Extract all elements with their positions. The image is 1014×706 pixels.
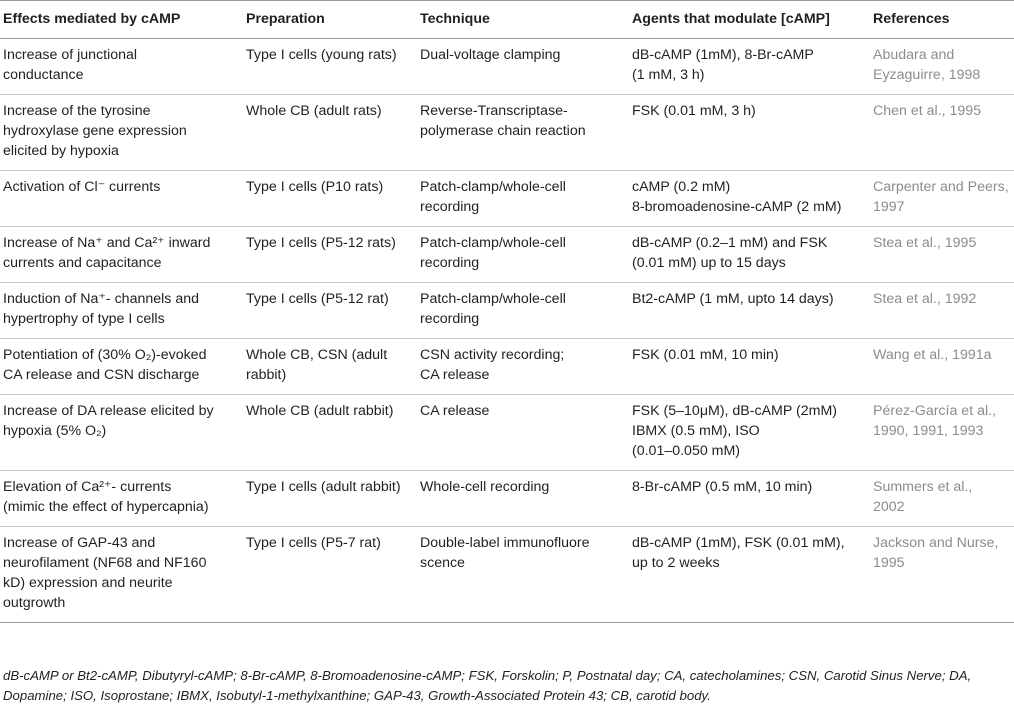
cell-technique: [416, 227, 628, 283]
cell-preparation-line: Type I cells (P5-12 rat): [246, 291, 389, 307]
cell-agents: [628, 95, 869, 171]
cell-references-line: Wang et al., 1991a: [873, 347, 992, 363]
header-row: [0, 1, 1014, 39]
cell-technique: [416, 527, 628, 623]
cell-technique-line: Patch-clamp/whole-cell: [420, 235, 566, 251]
cell-agents: [628, 527, 869, 623]
cell-effect-line: Increase of GAP-43 and: [3, 535, 156, 551]
cell-effect-line: Potentiation of (30% O₂)-evoked: [3, 347, 207, 363]
header-technique: Technique: [416, 1, 628, 39]
cell-preparation-line: rabbit): [246, 367, 287, 383]
cell-agents-line: FSK (0.01 mM, 10 min): [632, 347, 779, 363]
cell-agents-line: FSK (5–10μM), dB-cAMP (2mM): [632, 403, 837, 419]
cell-preparation: [242, 339, 416, 395]
cell-references: [869, 471, 1014, 527]
cell-technique: [416, 95, 628, 171]
cell-references-line: 1997: [873, 199, 905, 215]
cell-references: [869, 227, 1014, 283]
cell-agents-line: cAMP (0.2 mM): [632, 179, 731, 195]
cell-effect-line: kD) expression and neurite: [3, 575, 173, 591]
table-row: [0, 39, 1014, 95]
cell-technique-line: scence: [420, 555, 465, 571]
cell-effect-line: Activation of Cl⁻ currents: [3, 179, 161, 195]
header-preparation: Preparation: [242, 1, 416, 39]
cell-technique-line: recording: [420, 255, 480, 271]
cell-agents-line: dB-cAMP (0.2–1 mM) and FSK: [632, 235, 828, 251]
cell-effect-line: currents and capacitance: [3, 255, 162, 271]
cell-preparation-line: Type I cells (adult rabbit): [246, 479, 401, 495]
cell-preparation-line: Whole CB, CSN (adult: [246, 347, 388, 363]
cell-effect: [0, 39, 242, 95]
cell-references-line: Abudara and: [873, 47, 955, 63]
cell-preparation: [242, 95, 416, 171]
cell-preparation-line: Type I cells (young rats): [246, 47, 397, 63]
cell-preparation-line: Type I cells (P5-7 rat): [246, 535, 381, 551]
cell-preparation: [242, 171, 416, 227]
cell-effect-line: outgrowth: [3, 595, 66, 611]
cell-effect-line: Increase of the tyrosine: [3, 103, 151, 119]
cell-effect-line: hypertrophy of type I cells: [3, 311, 165, 327]
cell-effect-line: conductance: [3, 67, 84, 83]
cell-agents: [628, 339, 869, 395]
cell-preparation: [242, 471, 416, 527]
cell-references-line: Stea et al., 1992: [873, 291, 977, 307]
cell-effect-line: Increase of junctional: [3, 47, 138, 63]
cell-agents: [628, 395, 869, 471]
cell-effect: [0, 283, 242, 339]
cell-effect: [0, 471, 242, 527]
cell-references-line: Jackson and Nurse,: [873, 535, 999, 551]
cell-agents: [628, 227, 869, 283]
cell-effect-line: neurofilament (NF68 and NF160: [3, 555, 207, 571]
cell-technique: [416, 39, 628, 95]
cell-agents-line: dB-cAMP (1mM), FSK (0.01 mM),: [632, 535, 845, 551]
cell-technique: [416, 471, 628, 527]
cell-effect-line: Induction of Na⁺- channels and: [3, 291, 199, 307]
cell-preparation-line: Type I cells (P10 rats): [246, 179, 384, 195]
cell-agents: [628, 171, 869, 227]
cell-references-line: Pérez-García et al.,: [873, 403, 997, 419]
cell-effect-line: (mimic the effect of hypercapnia): [3, 499, 209, 515]
cell-effect-line: Increase of DA release elicited by: [3, 403, 214, 419]
cell-references: [869, 283, 1014, 339]
cell-preparation-line: Type I cells (P5-12 rats): [246, 235, 396, 251]
cell-agents-line: up to 2 weeks: [632, 555, 720, 571]
footnote-line: dB-cAMP or Bt2-cAMP, Dibutyryl-cAMP; 8-Br-cAMP, 8-Bromoadenosine-cAMP; FSK, Forskolin; P, Postnatal day; CA, catecholamines; CSN, Carotid Sinus Nerve; DA,: [3, 668, 972, 683]
cell-references: [869, 395, 1014, 471]
cell-references-line: Stea et al., 1995: [873, 235, 977, 251]
cell-technique-line: polymerase chain reaction: [420, 123, 586, 139]
cell-preparation: [242, 39, 416, 95]
cell-agents-line: 8-Br-cAMP (0.5 mM, 10 min): [632, 479, 813, 495]
table-row: [0, 171, 1014, 227]
table-row: [0, 471, 1014, 527]
table-row: [0, 339, 1014, 395]
cell-technique: [416, 171, 628, 227]
table-row: [0, 227, 1014, 283]
cell-agents: [628, 471, 869, 527]
cell-effect: [0, 527, 242, 623]
cell-agents-line: FSK (0.01 mM, 3 h): [632, 103, 756, 119]
cell-references-line: Eyzaguirre, 1998: [873, 67, 981, 83]
cell-preparation: [242, 527, 416, 623]
header-references: References: [869, 1, 1014, 39]
cell-references: [869, 527, 1014, 623]
cell-references-line: Summers et al.,: [873, 479, 973, 495]
header-agents: Agents that modulate [cAMP]: [628, 1, 869, 39]
cell-effect-line: CA release and CSN discharge: [3, 367, 200, 383]
cell-technique-line: Reverse-Transcriptase-: [420, 103, 568, 119]
table-row: [0, 527, 1014, 623]
cell-technique-line: CA release: [420, 367, 490, 383]
cell-technique-line: Whole-cell recording: [420, 479, 550, 495]
cell-effect-line: elicited by hypoxia: [3, 143, 119, 159]
cell-agents-line: IBMX (0.5 mM), ISO: [632, 423, 760, 439]
cell-agents-line: (0.01 mM) up to 15 days: [632, 255, 786, 271]
cell-technique-line: Patch-clamp/whole-cell: [420, 291, 566, 307]
table-body: [0, 39, 1014, 623]
cell-references: [869, 39, 1014, 95]
cell-effect: [0, 339, 242, 395]
cell-agents-line: 8-bromoadenosine-cAMP (2 mM): [632, 199, 842, 215]
cell-references-line: Chen et al., 1995: [873, 103, 982, 119]
cell-technique-line: recording: [420, 199, 480, 215]
cell-technique: [416, 339, 628, 395]
cell-references-line: 2002: [873, 499, 905, 515]
cell-effect: [0, 95, 242, 171]
cell-references-line: 1995: [873, 555, 905, 571]
cell-agents-line: dB-cAMP (1mM), 8-Br-cAMP: [632, 47, 814, 63]
cell-preparation-line: Whole CB (adult rabbit): [246, 403, 394, 419]
cell-effect-line: hydroxylase gene expression: [3, 123, 187, 139]
cell-references-line: 1990, 1991, 1993: [873, 423, 984, 439]
cell-preparation-line: Whole CB (adult rats): [246, 103, 382, 119]
header-effects: Effects mediated by cAMP: [0, 1, 242, 39]
cell-preparation: [242, 395, 416, 471]
cell-effect: [0, 171, 242, 227]
cell-technique-line: CSN activity recording;: [420, 347, 565, 363]
cell-technique-line: Patch-clamp/whole-cell: [420, 179, 566, 195]
cell-references-line: Carpenter and Peers,: [873, 179, 1009, 195]
cell-references: [869, 339, 1014, 395]
table-footnote: [3, 666, 1008, 706]
cell-references: [869, 95, 1014, 171]
cell-effect-line: Elevation of Ca²⁺- currents: [3, 479, 172, 495]
cell-technique-line: recording: [420, 311, 480, 327]
table-row: [0, 395, 1014, 471]
cell-references: [869, 171, 1014, 227]
table-row: [0, 95, 1014, 171]
cell-effect-line: Increase of Na⁺ and Ca²⁺ inward: [3, 235, 211, 251]
cell-preparation: [242, 227, 416, 283]
footnote-line: Dopamine; ISO, Isoprostane; IBMX, Isobutyl-1-methylxanthine; GAP-43, Growth-Associated Protein 43; CB, carotid body.: [3, 688, 711, 703]
cell-effect-line: hypoxia (5% O₂): [3, 423, 107, 439]
cell-agents-line: (1 mM, 3 h): [632, 67, 705, 83]
table-row: [0, 283, 1014, 339]
cell-agents-line: Bt2-cAMP (1 mM, upto 14 days): [632, 291, 834, 307]
cell-effect: [0, 395, 242, 471]
cell-effect: [0, 227, 242, 283]
cell-technique: [416, 283, 628, 339]
cell-agents: [628, 283, 869, 339]
cell-technique-line: Dual-voltage clamping: [420, 47, 561, 63]
cell-preparation: [242, 283, 416, 339]
cell-technique-line: CA release: [420, 403, 490, 419]
cell-agents-line: (0.01–0.050 mM): [632, 443, 741, 459]
cell-technique: [416, 395, 628, 471]
cell-technique-line: Double-label immunofluore: [420, 535, 590, 551]
cell-agents: [628, 39, 869, 95]
